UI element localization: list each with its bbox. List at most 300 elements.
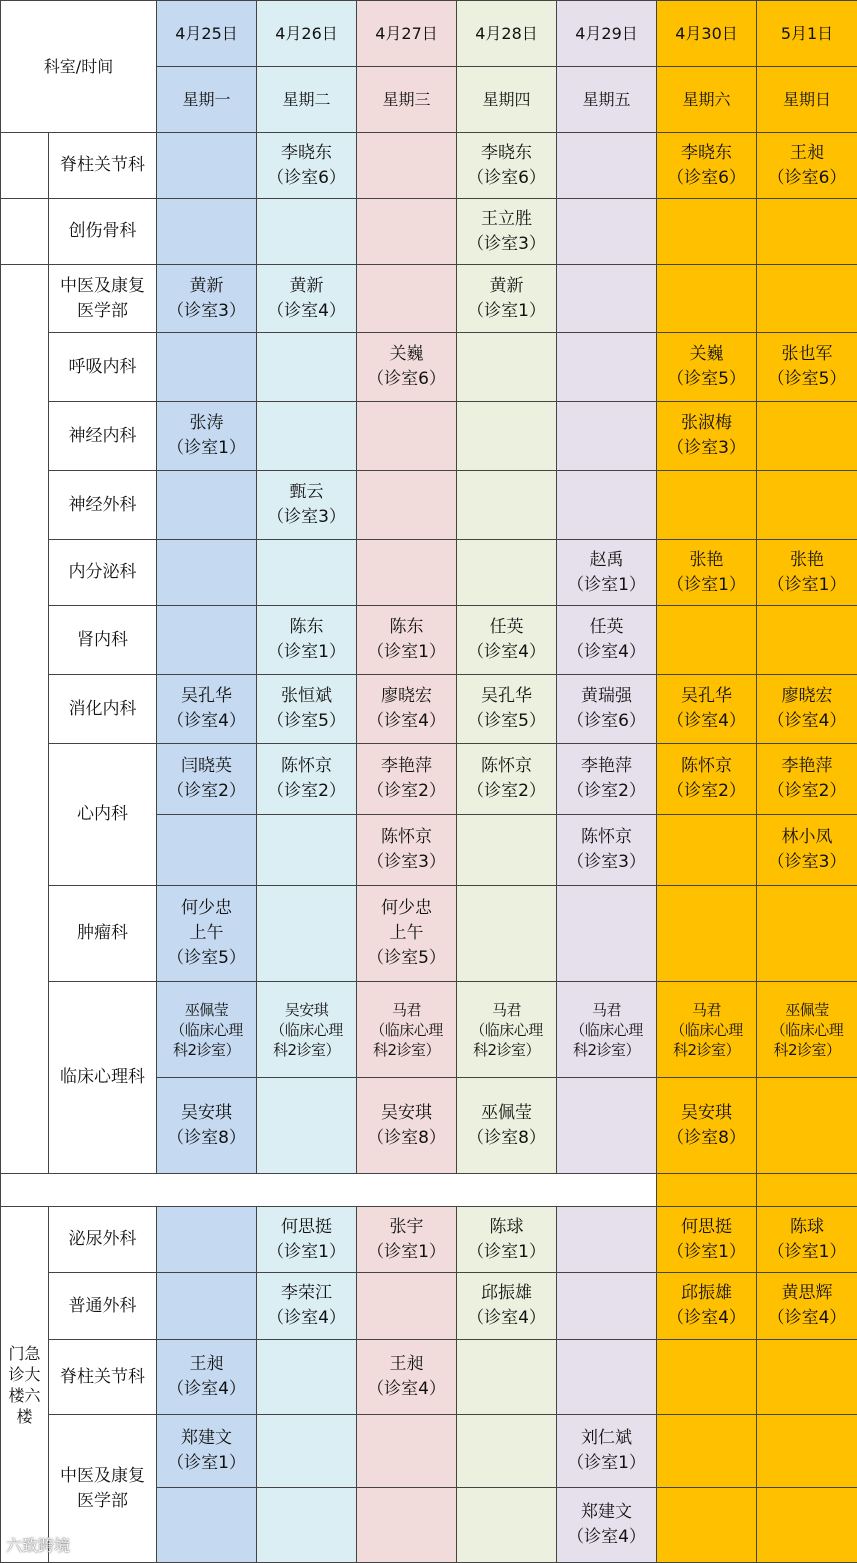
- doctor-cell: [457, 265, 557, 333]
- doctor-cell: [657, 1207, 757, 1273]
- doctor-name: 陈怀京: [657, 754, 756, 779]
- doctor-cell: [657, 333, 757, 402]
- doctor-name: 巫佩莹: [757, 1000, 857, 1020]
- weekday-header: 星期日: [757, 67, 857, 133]
- doctor-name: 马君: [657, 1000, 756, 1020]
- doctor-cell: [157, 982, 257, 1078]
- room-label: （诊室3）: [657, 436, 756, 461]
- department-label: 创伤骨科: [49, 199, 157, 265]
- doctor-cell: [157, 1273, 257, 1340]
- doctor-name: 黄新: [457, 274, 556, 299]
- doctor-cell: [557, 540, 657, 606]
- schedule-row: [1, 1415, 857, 1488]
- room-label: （诊室5）: [157, 946, 256, 971]
- doctor-name: 张恒斌: [257, 684, 356, 709]
- room-label: 科2诊室）: [257, 1040, 356, 1060]
- doctor-cell: [757, 886, 857, 982]
- location-cell: [1, 265, 49, 1174]
- doctor-name: 廖晓宏: [357, 684, 456, 709]
- room-label: （临床心理: [557, 1020, 656, 1040]
- room-label: （诊室4）: [357, 1377, 456, 1402]
- doctor-cell: [357, 471, 457, 540]
- doctor-name: 马君: [357, 1000, 456, 1020]
- doctor-cell: [657, 133, 757, 199]
- doctor-name: 赵禹: [557, 548, 656, 573]
- doctor-name: 邱振雄: [657, 1281, 756, 1306]
- doctor-cell: [157, 333, 257, 402]
- doctor-name: 陈怀京: [557, 825, 656, 850]
- room-label: （诊室5）: [357, 946, 456, 971]
- doctor-cell: [457, 471, 557, 540]
- doctor-name: 陈球: [757, 1215, 857, 1240]
- doctor-cell: [457, 982, 557, 1078]
- doctor-cell: [257, 1340, 357, 1415]
- doctor-name: 马君: [557, 1000, 656, 1020]
- doctor-cell: [457, 886, 557, 982]
- weekday-header: 星期四: [457, 67, 557, 133]
- doctor-cell: [157, 265, 257, 333]
- room-label: （诊室8）: [357, 1126, 456, 1151]
- doctor-name: 吴安琪: [157, 1101, 256, 1126]
- doctor-cell: [157, 471, 257, 540]
- doctor-cell: [357, 1488, 457, 1563]
- room-label: （诊室1）: [657, 573, 756, 598]
- doctor-cell: [657, 675, 757, 744]
- doctor-cell: [757, 402, 857, 471]
- doctor-cell: [257, 744, 357, 815]
- doctor-cell: [157, 1207, 257, 1273]
- doctor-cell: [557, 333, 657, 402]
- date-header: 4月28日: [457, 1, 557, 67]
- room-label: （诊室2）: [657, 779, 756, 804]
- doctor-name: 陈东: [357, 615, 456, 640]
- doctor-cell: [157, 1488, 257, 1563]
- doctor-cell: [357, 133, 457, 199]
- room-label: （诊室1）: [457, 1240, 556, 1265]
- location-cell: [1, 133, 49, 199]
- doctor-cell: [257, 1488, 357, 1563]
- room-label: （诊室6）: [357, 367, 456, 392]
- schedule-row: [1, 1340, 857, 1415]
- doctor-name: 李艳萍: [757, 754, 857, 779]
- doctor-name: 关巍: [657, 342, 756, 367]
- doctor-cell: [157, 1340, 257, 1415]
- doctor-cell: [657, 606, 757, 675]
- room-label: （诊室3）: [257, 505, 356, 530]
- doctor-name: 廖晓宏: [757, 684, 857, 709]
- doctor-cell: [457, 1078, 557, 1174]
- doctor-name: 郑建文: [157, 1426, 256, 1451]
- room-label: （诊室2）: [157, 779, 256, 804]
- doctor-cell: [257, 471, 357, 540]
- room-label: （诊室5）: [657, 367, 756, 392]
- room-label: （临床心理: [757, 1020, 857, 1040]
- schedule-row: [1, 982, 857, 1078]
- doctor-name: 何思挺: [657, 1215, 756, 1240]
- doctor-cell: [557, 1078, 657, 1174]
- date-header: 4月26日: [257, 1, 357, 67]
- doctor-cell: [157, 1078, 257, 1174]
- doctor-cell: [757, 1415, 857, 1488]
- date-header: 4月27日: [357, 1, 457, 67]
- doctor-name: 李荣江: [257, 1281, 356, 1306]
- spacer-cell: [657, 1174, 757, 1207]
- doctor-cell: [557, 675, 657, 744]
- doctor-name: 陈球: [457, 1215, 556, 1240]
- doctor-cell: [257, 1415, 357, 1488]
- doctor-cell: [457, 333, 557, 402]
- department-label: 心内科: [49, 744, 157, 886]
- room-label: 科2诊室）: [657, 1040, 756, 1060]
- date-header: 4月25日: [157, 1, 257, 67]
- doctor-name: 张宇: [357, 1215, 456, 1240]
- doctor-name: 黄瑞强: [557, 684, 656, 709]
- doctor-cell: [257, 1078, 357, 1174]
- weekday-header: 星期三: [357, 67, 457, 133]
- doctor-name: 何少忠: [157, 896, 256, 921]
- doctor-cell: [157, 199, 257, 265]
- schedule-row: [1, 199, 857, 265]
- doctor-name: 李晓东: [457, 141, 556, 166]
- room-label: （诊室1）: [257, 1240, 356, 1265]
- room-label: 上午: [157, 921, 256, 946]
- doctor-name: 巫佩莹: [457, 1101, 556, 1126]
- doctor-cell: [257, 1273, 357, 1340]
- doctor-name: 巫佩莹: [157, 1000, 256, 1020]
- room-label: （诊室1）: [657, 1240, 756, 1265]
- doctor-cell: [257, 133, 357, 199]
- weekday-header: 星期一: [157, 67, 257, 133]
- room-label: （诊室5）: [457, 709, 556, 734]
- doctor-cell: [557, 815, 657, 886]
- room-label: （诊室6）: [457, 166, 556, 191]
- doctor-cell: [457, 744, 557, 815]
- room-label: （诊室4）: [457, 640, 556, 665]
- room-label: （诊室4）: [457, 1306, 556, 1331]
- department-label: 肾内科: [49, 606, 157, 675]
- room-label: （诊室2）: [757, 779, 857, 804]
- room-label: （诊室6）: [257, 166, 356, 191]
- doctor-name: 何少忠: [357, 896, 456, 921]
- room-label: （诊室2）: [557, 779, 656, 804]
- date-header: 4月30日: [657, 1, 757, 67]
- spacer-cell: [1, 1174, 657, 1207]
- doctor-name: 吴安琪: [357, 1101, 456, 1126]
- doctor-cell: [757, 606, 857, 675]
- doctor-cell: [757, 1488, 857, 1563]
- doctor-cell: [157, 675, 257, 744]
- doctor-cell: [557, 1415, 657, 1488]
- room-label: （诊室2）: [457, 779, 556, 804]
- doctor-cell: [457, 1273, 557, 1340]
- weekday-header: 星期五: [557, 67, 657, 133]
- doctor-name: 刘仁斌: [557, 1426, 656, 1451]
- doctor-cell: [557, 886, 657, 982]
- watermark: 六致跨境: [6, 1533, 70, 1556]
- schedule-row: [1, 402, 857, 471]
- doctor-cell: [257, 675, 357, 744]
- doctor-cell: [557, 1488, 657, 1563]
- doctor-cell: [757, 1207, 857, 1273]
- doctor-cell: [457, 606, 557, 675]
- doctor-cell: [557, 402, 657, 471]
- doctor-cell: [557, 265, 657, 333]
- doctor-cell: [457, 199, 557, 265]
- doctor-name: 陈怀京: [257, 754, 356, 779]
- doctor-cell: [357, 333, 457, 402]
- doctor-cell: [357, 675, 457, 744]
- room-label: （诊室1）: [457, 299, 556, 324]
- department-label: 神经外科: [49, 471, 157, 540]
- doctor-cell: [757, 199, 857, 265]
- doctor-name: 关巍: [357, 342, 456, 367]
- doctor-cell: [157, 540, 257, 606]
- doctor-cell: [557, 1340, 657, 1415]
- doctor-cell: [357, 744, 457, 815]
- doctor-cell: [757, 675, 857, 744]
- doctor-name: 王立胜: [457, 207, 556, 232]
- doctor-cell: [157, 886, 257, 982]
- room-label: （诊室1）: [557, 573, 656, 598]
- department-label: 临床心理科: [49, 982, 157, 1174]
- doctor-cell: [657, 886, 757, 982]
- department-label: 脊柱关节科: [49, 1340, 157, 1415]
- doctor-name: 张艳: [657, 548, 756, 573]
- doctor-cell: [557, 744, 657, 815]
- doctor-name: 张艳: [757, 548, 857, 573]
- doctor-name: 何思挺: [257, 1215, 356, 1240]
- weekday-header: 星期六: [657, 67, 757, 133]
- date-header: 5月1日: [757, 1, 857, 67]
- room-label: （临床心理: [157, 1020, 256, 1040]
- doctor-name: 王昶: [757, 141, 857, 166]
- doctor-name: 张也军: [757, 342, 857, 367]
- weekday-header: 星期二: [257, 67, 357, 133]
- doctor-cell: [257, 815, 357, 886]
- doctor-cell: [557, 1207, 657, 1273]
- doctor-cell: [657, 1273, 757, 1340]
- doctor-cell: [257, 540, 357, 606]
- doctor-cell: [657, 982, 757, 1078]
- room-label: 科2诊室）: [457, 1040, 556, 1060]
- doctor-name: 吴孔华: [157, 684, 256, 709]
- room-label: （诊室4）: [757, 1306, 857, 1331]
- room-label: （诊室4）: [357, 709, 456, 734]
- doctor-cell: [757, 815, 857, 886]
- doctor-name: 吴安琪: [657, 1101, 756, 1126]
- schedule-row: [1, 133, 857, 199]
- schedule-row: [1, 265, 857, 333]
- room-label: （诊室3）: [157, 299, 256, 324]
- doctor-name: 黄思辉: [757, 1281, 857, 1306]
- doctor-name: 黄新: [157, 274, 256, 299]
- doctor-cell: [657, 1488, 757, 1563]
- doctor-cell: [257, 982, 357, 1078]
- schedule-row: [1, 1207, 857, 1273]
- room-label: （诊室1）: [557, 1451, 656, 1476]
- doctor-name: 马君: [457, 1000, 556, 1020]
- corner-label: 科室/时间: [1, 1, 157, 133]
- doctor-name: 吴孔华: [657, 684, 756, 709]
- doctor-name: 吴安琪: [257, 1000, 356, 1020]
- doctor-cell: [757, 982, 857, 1078]
- doctor-cell: [757, 333, 857, 402]
- schedule-row: [1, 471, 857, 540]
- room-label: 科2诊室）: [757, 1040, 857, 1060]
- room-label: （诊室4）: [757, 709, 857, 734]
- doctor-cell: [357, 402, 457, 471]
- doctor-cell: [457, 402, 557, 471]
- room-label: （诊室4）: [657, 709, 756, 734]
- room-label: （临床心理: [657, 1020, 756, 1040]
- doctor-cell: [257, 199, 357, 265]
- doctor-cell: [157, 744, 257, 815]
- doctor-cell: [357, 1273, 457, 1340]
- doctor-name: 陈怀京: [457, 754, 556, 779]
- doctor-cell: [357, 199, 457, 265]
- schedule-row: [1, 886, 857, 982]
- doctor-name: 闫晓英: [157, 754, 256, 779]
- doctor-name: 黄新: [257, 274, 356, 299]
- department-label: 普通外科: [49, 1273, 157, 1340]
- doctor-cell: [657, 265, 757, 333]
- department-label: 脊柱关节科: [49, 133, 157, 199]
- department-label: 泌尿外科: [49, 1207, 157, 1273]
- doctor-name: 王昶: [357, 1352, 456, 1377]
- doctor-cell: [557, 982, 657, 1078]
- doctor-cell: [657, 471, 757, 540]
- spacer-cell: [757, 1174, 857, 1207]
- room-label: （诊室3）: [357, 850, 456, 875]
- room-label: （诊室1）: [157, 1451, 256, 1476]
- room-label: （诊室1）: [357, 640, 456, 665]
- doctor-cell: [257, 333, 357, 402]
- doctor-name: 林小凤: [757, 825, 857, 850]
- spacer-row: [1, 1174, 857, 1207]
- doctor-cell: [157, 1415, 257, 1488]
- room-label: （诊室3）: [557, 850, 656, 875]
- doctor-cell: [457, 540, 557, 606]
- doctor-cell: [257, 402, 357, 471]
- doctor-name: 李晓东: [657, 141, 756, 166]
- doctor-name: 张涛: [157, 411, 256, 436]
- room-label: （诊室4）: [257, 299, 356, 324]
- doctor-name: 张淑梅: [657, 411, 756, 436]
- room-label: （临床心理: [257, 1020, 356, 1040]
- department-label: 中医及康复医学部: [49, 265, 157, 333]
- doctor-name: 李艳萍: [357, 754, 456, 779]
- doctor-cell: [257, 606, 357, 675]
- doctor-cell: [657, 1415, 757, 1488]
- room-label: （诊室3）: [757, 850, 857, 875]
- doctor-cell: [357, 1415, 457, 1488]
- doctor-cell: [157, 402, 257, 471]
- doctor-name: 甄云: [257, 480, 356, 505]
- doctor-cell: [257, 265, 357, 333]
- doctor-name: 李晓东: [257, 141, 356, 166]
- doctor-cell: [357, 1207, 457, 1273]
- doctor-cell: [557, 471, 657, 540]
- schedule-row: [1, 1273, 857, 1340]
- doctor-cell: [557, 133, 657, 199]
- doctor-cell: [457, 1415, 557, 1488]
- room-label: （诊室8）: [657, 1126, 756, 1151]
- doctor-cell: [357, 1078, 457, 1174]
- schedule-row: [1, 606, 857, 675]
- room-label: （临床心理: [457, 1020, 556, 1040]
- schedule-row: [1, 675, 857, 744]
- location-cell: 门急诊大楼六楼: [1, 1207, 49, 1563]
- doctor-cell: [757, 744, 857, 815]
- doctor-name: 任英: [457, 615, 556, 640]
- doctor-cell: [257, 886, 357, 982]
- doctor-cell: [457, 1207, 557, 1273]
- room-label: 科2诊室）: [557, 1040, 656, 1060]
- schedule-row: [1, 540, 857, 606]
- doctor-cell: [457, 1340, 557, 1415]
- room-label: 科2诊室）: [357, 1040, 456, 1060]
- doctor-cell: [157, 133, 257, 199]
- doctor-name: 邱振雄: [457, 1281, 556, 1306]
- doctor-cell: [357, 982, 457, 1078]
- room-label: （诊室1）: [157, 436, 256, 461]
- doctor-cell: [157, 606, 257, 675]
- room-label: 上午: [357, 921, 456, 946]
- doctor-cell: [557, 199, 657, 265]
- room-label: （诊室4）: [157, 709, 256, 734]
- room-label: 科2诊室）: [157, 1040, 256, 1060]
- doctor-name: 陈东: [257, 615, 356, 640]
- doctor-cell: [657, 1340, 757, 1415]
- doctor-cell: [557, 1273, 657, 1340]
- doctor-cell: [757, 1273, 857, 1340]
- doctor-name: 陈怀京: [357, 825, 456, 850]
- schedule-row: [1, 333, 857, 402]
- doctor-cell: [757, 540, 857, 606]
- doctor-cell: [357, 886, 457, 982]
- room-label: （诊室1）: [357, 1240, 456, 1265]
- doctor-cell: [657, 402, 757, 471]
- room-label: （诊室4）: [257, 1306, 356, 1331]
- location-cell: [1, 199, 49, 265]
- doctor-name: 王昶: [157, 1352, 256, 1377]
- doctor-cell: [757, 1078, 857, 1174]
- doctor-cell: [657, 1078, 757, 1174]
- room-label: （诊室8）: [157, 1126, 256, 1151]
- department-label: 内分泌科: [49, 540, 157, 606]
- room-label: （诊室6）: [557, 709, 656, 734]
- schedule-row: [1, 744, 857, 815]
- doctor-cell: [457, 1488, 557, 1563]
- date-header: 4月29日: [557, 1, 657, 67]
- room-label: （诊室4）: [657, 1306, 756, 1331]
- room-label: （诊室4）: [157, 1377, 256, 1402]
- department-label: 呼吸内科: [49, 333, 157, 402]
- room-label: （诊室1）: [757, 573, 857, 598]
- department-label: 消化内科: [49, 675, 157, 744]
- doctor-cell: [657, 744, 757, 815]
- room-label: （诊室6）: [757, 166, 857, 191]
- room-label: （诊室2）: [257, 779, 356, 804]
- doctor-cell: [257, 1207, 357, 1273]
- doctor-cell: [557, 606, 657, 675]
- room-label: （诊室4）: [557, 1525, 656, 1550]
- department-label: 神经内科: [49, 402, 157, 471]
- doctor-cell: [657, 540, 757, 606]
- doctor-cell: [657, 815, 757, 886]
- room-label: （诊室8）: [457, 1126, 556, 1151]
- room-label: （诊室1）: [757, 1240, 857, 1265]
